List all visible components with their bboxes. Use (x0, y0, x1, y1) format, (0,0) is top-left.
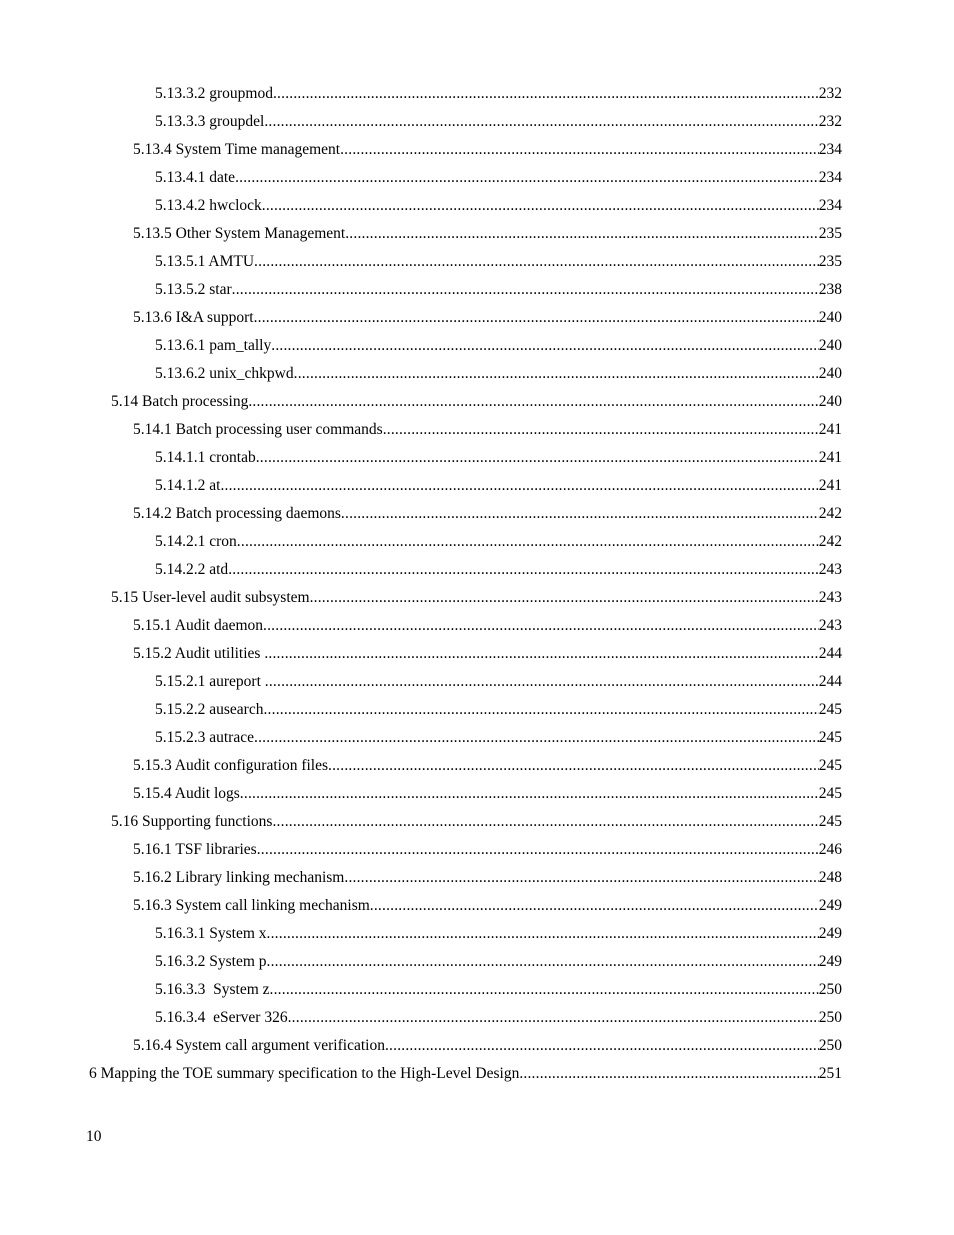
toc-entry-page: 235 (818, 225, 842, 242)
toc-dot-leader (273, 80, 819, 108)
toc-entry[interactable] (0, 192, 954, 220)
toc-entry[interactable] (0, 780, 954, 808)
toc-entry-page: 234 (818, 169, 842, 186)
toc-entry-title: 5.16 Supporting functions (111, 813, 273, 830)
toc-dot-leader (264, 108, 818, 136)
toc-dot-leader (263, 612, 819, 640)
toc-entry-page: 249 (818, 953, 842, 970)
toc-entry-title: 5.16.4 System call argument verification (133, 1037, 385, 1054)
toc-entry[interactable] (0, 864, 954, 892)
toc-dot-leader (519, 1060, 818, 1088)
toc-entry-row (133, 416, 842, 444)
toc-dot-leader (220, 472, 818, 500)
toc-entry-row (155, 444, 842, 472)
toc-dot-leader (240, 780, 819, 808)
toc-entry-row (155, 164, 842, 192)
toc-entry-row (155, 360, 842, 388)
toc-dot-leader (288, 1004, 819, 1032)
toc-dot-leader (383, 416, 819, 444)
toc-dot-leader (262, 192, 819, 220)
toc-dot-leader (310, 584, 819, 612)
toc-entry-row (155, 248, 842, 276)
toc-dot-leader (228, 556, 819, 584)
toc-entry-page: 232 (818, 85, 842, 102)
toc-entry-title: 5.13.6.1 pam_tally (155, 337, 272, 354)
toc-dot-leader (254, 248, 819, 276)
toc-entry-title: 5.15 User-level audit subsystem (111, 589, 310, 606)
toc-dot-leader (370, 892, 819, 920)
toc-entry[interactable] (0, 472, 954, 500)
toc-entry-title: 5.16.3.1 System x (155, 925, 267, 942)
toc-entry[interactable] (0, 892, 954, 920)
toc-entry-title: 5.16.2 Library linking mechanism (133, 869, 345, 886)
toc-entry-page: 250 (818, 1009, 842, 1026)
toc-entry[interactable] (0, 808, 954, 836)
toc-entry-page: 244 (818, 673, 842, 690)
toc-dot-leader (267, 948, 819, 976)
toc-entry-row (155, 556, 842, 584)
toc-dot-leader (272, 808, 818, 836)
toc-entry-title: 5.13.3.3 groupdel (155, 113, 265, 130)
toc-entry-page: 240 (818, 309, 842, 326)
toc-entry-page: 249 (818, 897, 842, 914)
toc-entry-title: 5.13.3.2 groupmod (155, 85, 273, 102)
toc-entry-row (155, 668, 842, 696)
toc-entry-title: 5.16.3.3 System z (155, 981, 270, 998)
toc-entry-row (133, 304, 842, 332)
toc-entry-title: 5.14.1.2 at (155, 477, 221, 494)
toc-entry-title: 5.13.4.2 hwclock (155, 197, 262, 214)
toc-entry[interactable] (0, 612, 954, 640)
toc-dot-leader (248, 388, 818, 416)
toc-entry-row (155, 920, 842, 948)
toc-entry-page: 238 (818, 281, 842, 298)
toc-entry-row (133, 136, 842, 164)
toc-entry-row (155, 472, 842, 500)
toc-dot-leader (385, 1032, 819, 1060)
toc-entry-title: 5.14.1 Batch processing user commands (133, 421, 383, 438)
toc-entry-title: 5.16.3.2 System p (155, 953, 267, 970)
toc-entry-row (111, 584, 842, 612)
toc-entry-row (155, 976, 842, 1004)
toc-dot-leader (345, 220, 819, 248)
toc-entry[interactable] (0, 164, 954, 192)
toc-entry-title: 5.16.1 TSF libraries (133, 841, 257, 858)
toc-entry-row (111, 388, 842, 416)
toc-entry[interactable] (0, 668, 954, 696)
toc-entry[interactable] (0, 724, 954, 752)
toc-entry[interactable] (0, 556, 954, 584)
toc-entry-title: 5.13.5.2 star (155, 281, 232, 298)
toc-entry-page: 248 (818, 869, 842, 886)
toc-dot-leader (267, 920, 819, 948)
toc-entry-row (155, 724, 842, 752)
toc-entry-title: 5.13.4 System Time management (133, 141, 341, 158)
toc-entry[interactable] (0, 444, 954, 472)
toc-entry-page: 234 (818, 141, 842, 158)
toc-entry-row (155, 1004, 842, 1032)
toc-entry-title: 5.15.2.2 ausearch (155, 701, 264, 718)
toc-dot-leader (264, 640, 818, 668)
toc-entry-page: 242 (818, 505, 842, 522)
toc-entry-title: 5.13.6.2 unix_chkpwd (155, 365, 294, 382)
toc-entry-title: 5.16.3.4 eServer 326 (155, 1009, 288, 1026)
toc-entry-page: 240 (818, 337, 842, 354)
toc-dot-leader (341, 500, 819, 528)
toc-dot-leader (256, 444, 819, 472)
toc-entry-title: 5.13.6 I&A support (133, 309, 254, 326)
toc-dot-leader (328, 752, 819, 780)
toc-entry[interactable] (0, 360, 954, 388)
toc-entry[interactable] (0, 920, 954, 948)
toc-entry-page: 244 (818, 645, 842, 662)
toc-entry-title: 5.15.2.1 aureport (155, 673, 265, 690)
toc-entry-title: 5.14 Batch processing (111, 393, 249, 410)
toc-entry-row (133, 612, 842, 640)
toc-entry[interactable] (0, 1032, 954, 1060)
toc-entry[interactable] (0, 332, 954, 360)
toc-entry-title: 5.14.2 Batch processing daemons (133, 505, 341, 522)
toc-entry-page: 250 (818, 981, 842, 998)
toc-entry-page: 249 (818, 925, 842, 942)
toc-entry-row (155, 80, 842, 108)
toc-entry-title: 5.14.1.1 crontab (155, 449, 256, 466)
toc-entry[interactable] (0, 584, 954, 612)
toc-entry[interactable] (0, 500, 954, 528)
toc-entry[interactable] (0, 976, 954, 1004)
toc-entry-row (155, 696, 842, 724)
toc-entry-title: 5.13.4.1 date (155, 169, 236, 186)
toc-entry[interactable] (0, 276, 954, 304)
toc-dot-leader (344, 864, 818, 892)
toc-entry-page: 251 (818, 1065, 842, 1082)
toc-entry-page: 243 (818, 589, 842, 606)
toc-entry-title: 5.13.5 Other System Management (133, 225, 346, 242)
toc-dot-leader (340, 136, 819, 164)
toc-entry[interactable] (0, 416, 954, 444)
toc-entry[interactable] (0, 948, 954, 976)
toc-entry-page: 235 (818, 253, 842, 270)
toc-entry[interactable] (0, 696, 954, 724)
toc-entry[interactable] (0, 304, 954, 332)
toc-entry-page: 243 (818, 561, 842, 578)
toc-entry-title: 5.14.2.2 atd (155, 561, 229, 578)
toc-entry[interactable] (0, 248, 954, 276)
toc-entry-row (133, 892, 842, 920)
toc-entry-page: 242 (818, 533, 842, 550)
toc-dot-leader (237, 528, 819, 556)
toc-entry-row (133, 864, 842, 892)
toc-entry-row (155, 276, 842, 304)
toc-dot-leader (232, 276, 819, 304)
toc-entry-page: 245 (818, 785, 842, 802)
toc-entry-page: 241 (818, 421, 842, 438)
toc-entry-row (89, 1060, 842, 1088)
toc-entry-row (133, 752, 842, 780)
toc-dot-leader (257, 836, 819, 864)
toc-entry-page: 245 (818, 757, 842, 774)
toc-dot-leader (263, 696, 818, 724)
toc-entry-row (133, 640, 842, 668)
toc-entry[interactable] (0, 1060, 954, 1088)
toc-entry-page: 245 (818, 813, 842, 830)
toc-entry-title: 5.14.2.1 cron (155, 533, 237, 550)
toc-entry-page: 234 (818, 197, 842, 214)
toc-entry-row (133, 1032, 842, 1060)
table-of-contents (0, 80, 954, 1088)
toc-entry-page: 240 (818, 365, 842, 382)
toc-dot-leader (254, 724, 819, 752)
toc-entry[interactable] (0, 640, 954, 668)
toc-dot-leader (271, 332, 819, 360)
toc-entry-row (111, 808, 842, 836)
toc-entry-title: 5.15.2 Audit utilities (133, 645, 265, 662)
toc-entry[interactable] (0, 836, 954, 864)
page-number: 10 (86, 1128, 102, 1145)
toc-entry[interactable] (0, 80, 954, 108)
toc-entry-page: 250 (818, 1037, 842, 1054)
toc-entry-row (133, 500, 842, 528)
toc-entry-title: 6 Mapping the TOE summary specification to the High-Level Design (89, 1065, 520, 1082)
toc-entry-page: 245 (818, 701, 842, 718)
toc-entry[interactable] (0, 136, 954, 164)
toc-entry[interactable] (0, 108, 954, 136)
toc-dot-leader (265, 668, 819, 696)
toc-entry-page: 240 (818, 393, 842, 410)
toc-entry-page: 245 (818, 729, 842, 746)
toc-entry-row (155, 332, 842, 360)
toc-dot-leader (235, 164, 819, 192)
toc-entry[interactable] (0, 1004, 954, 1032)
toc-entry[interactable] (0, 388, 954, 416)
toc-entry-row (155, 948, 842, 976)
toc-entry-title: 5.13.5.1 AMTU (155, 253, 255, 270)
toc-entry-title: 5.15.2.3 autrace (155, 729, 254, 746)
toc-entry-title: 5.15.1 Audit daemon (133, 617, 264, 634)
toc-entry-title: 5.16.3 System call linking mechanism (133, 897, 370, 914)
toc-entry-page: 232 (818, 113, 842, 130)
toc-entry-row (155, 528, 842, 556)
toc-entry[interactable] (0, 220, 954, 248)
toc-entry-row (133, 220, 842, 248)
toc-entry-page: 241 (818, 449, 842, 466)
toc-entry-page: 241 (818, 477, 842, 494)
toc-entry-row (155, 108, 842, 136)
toc-dot-leader (294, 360, 819, 388)
toc-entry-page: 246 (818, 841, 842, 858)
toc-entry[interactable] (0, 528, 954, 556)
toc-dot-leader (254, 304, 819, 332)
toc-entry-row (133, 836, 842, 864)
toc-entry[interactable] (0, 752, 954, 780)
toc-entry-page: 243 (818, 617, 842, 634)
toc-entry-title: 5.15.4 Audit logs (133, 785, 240, 802)
toc-dot-leader (270, 976, 819, 1004)
toc-entry-title: 5.15.3 Audit configuration files (133, 757, 329, 774)
toc-entry-row (155, 192, 842, 220)
toc-entry-row (133, 780, 842, 808)
